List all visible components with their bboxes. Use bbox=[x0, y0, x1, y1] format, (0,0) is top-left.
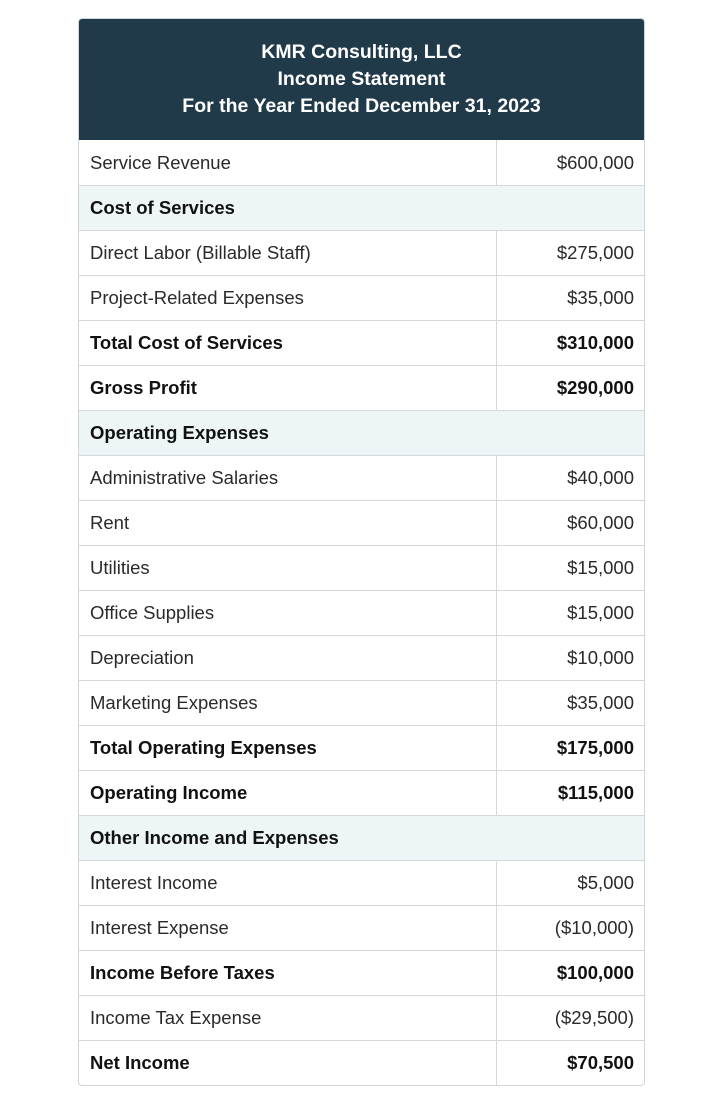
row-net-income bbox=[79, 1040, 644, 1085]
row-service-revenue bbox=[79, 140, 644, 185]
row-amount: $35,000 bbox=[567, 287, 634, 308]
row-amount: $5,000 bbox=[577, 872, 634, 893]
row-gross-profit bbox=[79, 365, 644, 410]
row-total-operating-expenses bbox=[79, 725, 644, 770]
row-total-cost-of-services bbox=[79, 320, 644, 365]
row-label: Utilities bbox=[79, 546, 497, 590]
company-name: KMR Consulting, LLC bbox=[261, 41, 462, 63]
row-amount: $115,000 bbox=[557, 782, 634, 803]
section-label: Operating Expenses bbox=[90, 422, 269, 443]
row-amount: $290,000 bbox=[556, 377, 634, 398]
row-utilities bbox=[79, 545, 644, 590]
row-operating-income bbox=[79, 770, 644, 815]
income-statement-table bbox=[78, 18, 645, 1086]
row-amount: ($29,500) bbox=[554, 1007, 634, 1028]
statement-title: Income Statement bbox=[277, 68, 446, 90]
row-amount: $15,000 bbox=[567, 557, 634, 578]
row-amount: $275,000 bbox=[556, 242, 634, 263]
row-amount: $15,000 bbox=[567, 602, 634, 623]
row-amount: $40,000 bbox=[567, 467, 634, 488]
row-label: Gross Profit bbox=[79, 366, 497, 410]
row-direct-labor bbox=[79, 230, 644, 275]
row-label: Interest Expense bbox=[79, 906, 497, 950]
row-depreciation bbox=[79, 635, 644, 680]
row-label: Total Operating Expenses bbox=[79, 726, 497, 770]
row-office-supplies bbox=[79, 590, 644, 635]
row-amount: $10,000 bbox=[567, 647, 634, 668]
row-amount: ($10,000) bbox=[554, 917, 634, 938]
row-label: Interest Income bbox=[79, 861, 497, 905]
row-amount: $35,000 bbox=[567, 692, 634, 713]
section-cost-of-services bbox=[79, 185, 644, 230]
row-label: Depreciation bbox=[79, 636, 497, 680]
row-interest-income bbox=[79, 860, 644, 905]
row-amount: $600,000 bbox=[556, 151, 634, 173]
row-label: Operating Income bbox=[79, 771, 497, 815]
row-amount: $100,000 bbox=[556, 962, 634, 983]
row-amount: $310,000 bbox=[556, 332, 634, 353]
row-label: Income Tax Expense bbox=[79, 996, 497, 1040]
section-operating-expenses bbox=[79, 410, 644, 455]
statement-header bbox=[79, 19, 644, 140]
row-rent bbox=[79, 500, 644, 545]
section-label: Cost of Services bbox=[90, 197, 235, 218]
row-project-expenses bbox=[79, 275, 644, 320]
section-label: Other Income and Expenses bbox=[90, 827, 339, 848]
row-label: Income Before Taxes bbox=[79, 951, 497, 995]
row-label: Office Supplies bbox=[79, 591, 497, 635]
row-label: Service Revenue bbox=[79, 140, 497, 185]
row-income-tax-expense bbox=[79, 995, 644, 1040]
row-interest-expense bbox=[79, 905, 644, 950]
row-label: Marketing Expenses bbox=[79, 681, 497, 725]
row-label: Total Cost of Services bbox=[79, 321, 497, 365]
row-label: Rent bbox=[79, 501, 497, 545]
row-label: Project-Related Expenses bbox=[79, 276, 497, 320]
row-amount: $70,500 bbox=[567, 1052, 634, 1073]
row-amount: $175,000 bbox=[556, 737, 634, 758]
statement-period: For the Year Ended December 31, 2023 bbox=[182, 95, 541, 117]
row-marketing-expenses bbox=[79, 680, 644, 725]
row-amount: $60,000 bbox=[567, 512, 634, 533]
statement-body bbox=[79, 140, 644, 1085]
row-label: Net Income bbox=[79, 1041, 497, 1085]
section-other-income-expenses bbox=[79, 815, 644, 860]
row-label: Direct Labor (Billable Staff) bbox=[79, 231, 497, 275]
row-income-before-taxes bbox=[79, 950, 644, 995]
row-admin-salaries bbox=[79, 455, 644, 500]
row-label: Administrative Salaries bbox=[79, 456, 497, 500]
